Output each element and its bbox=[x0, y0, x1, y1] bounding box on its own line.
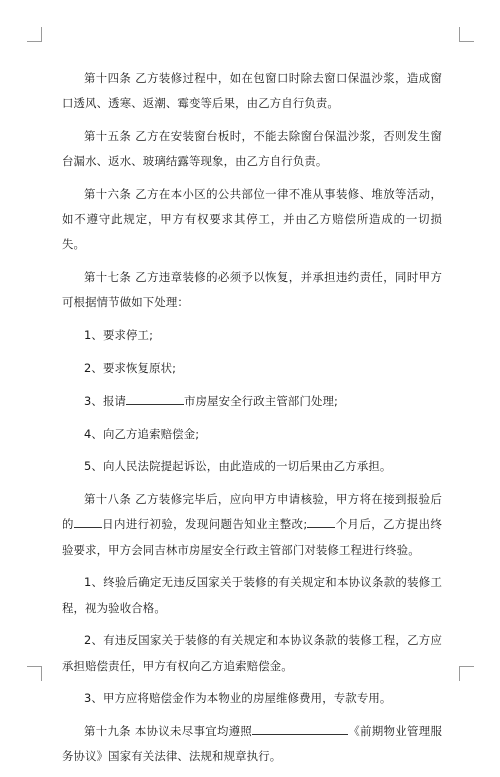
article-19-prefix: 第十九条 本协议未尽事宜均遵照 bbox=[84, 724, 253, 739]
article-18-item-2: 2、有违反国家关于装修的有关规定和本协议条款的装修工程，乙方应承担赔偿责任，甲方有权向乙方追索赔偿金。 bbox=[62, 633, 442, 673]
article-18-item-3: 3、甲方应将赔偿金作为本物业的房屋维修费用，专款专用。 bbox=[84, 691, 392, 706]
article-14: 第十四条 乙方装修过程中，如在包窗口时除去窗口保温沙浆，造成窗口透风、透寒、返潮、霉变等后果，由乙方自行负责。 bbox=[62, 71, 442, 111]
crop-mark-top-left bbox=[27, 27, 42, 42]
article-18 bbox=[62, 487, 442, 563]
article-18-part-1: 第十八条 乙方装修完毕后，应向甲方申请核验，甲方将在接到报验后的 bbox=[62, 492, 442, 532]
article-18-part-3: 个月后，乙方提出终验要求，甲方会同吉林市房屋安全行政主管部门对装修工程进行终验。 bbox=[62, 517, 442, 557]
article-18-item-1: 1、终验后确定无违反国家关于装修的有关规定和本协议条款的装修工程，视为验收合格。 bbox=[62, 575, 442, 615]
crop-mark-bottom-left bbox=[27, 666, 42, 681]
blank-city-field bbox=[126, 392, 184, 405]
item-3-suffix: 市房屋安全行政主管部门处理; bbox=[184, 393, 339, 408]
blank-months-field bbox=[307, 515, 335, 528]
article-15: 第十五条 乙方在安装窗台板时，不能去除窗台保温沙浆，否则发生窗台漏水、返水、玻璃结露等现象，由乙方自行负责。 bbox=[62, 129, 442, 169]
blank-reference-field bbox=[252, 722, 348, 735]
article-17-item-3 bbox=[62, 389, 442, 414]
article-17-item-2: 2、要求恢复原状; bbox=[84, 361, 177, 375]
article-17-item-5: 5、向人民法院提起诉讼，由此造成的一切后果由乙方承担。 bbox=[84, 459, 392, 474]
article-17: 第十七条 乙方违章装修的必须予以恢复，并承担违约责任，同时甲方可根据情节做如下处理： bbox=[62, 270, 442, 310]
article-16: 第十六条 乙方在本小区的公共部位一律不准从事装修、堆放等活动，如不遵守此规定，甲方有权要求其停工，并由乙方赔偿所造成的一切损失。 bbox=[62, 187, 442, 252]
item-3-prefix: 3、报请 bbox=[84, 393, 127, 408]
article-19-suffix: 《前期物业管理服务协议》国家有关法律、法规和规章执行。 bbox=[62, 724, 443, 764]
crop-mark-bottom-right bbox=[459, 666, 474, 681]
crop-mark-top-right bbox=[459, 27, 474, 42]
document-body bbox=[62, 66, 442, 777]
article-17-item-1: 1、要求停工; bbox=[84, 328, 154, 343]
blank-days-field bbox=[74, 515, 102, 528]
article-19 bbox=[62, 719, 442, 769]
article-17-item-4: 4、向乙方追索赔偿金; bbox=[84, 426, 200, 441]
article-18-part-2: 日内进行初验，发现问题告知业主整改; bbox=[101, 517, 308, 532]
